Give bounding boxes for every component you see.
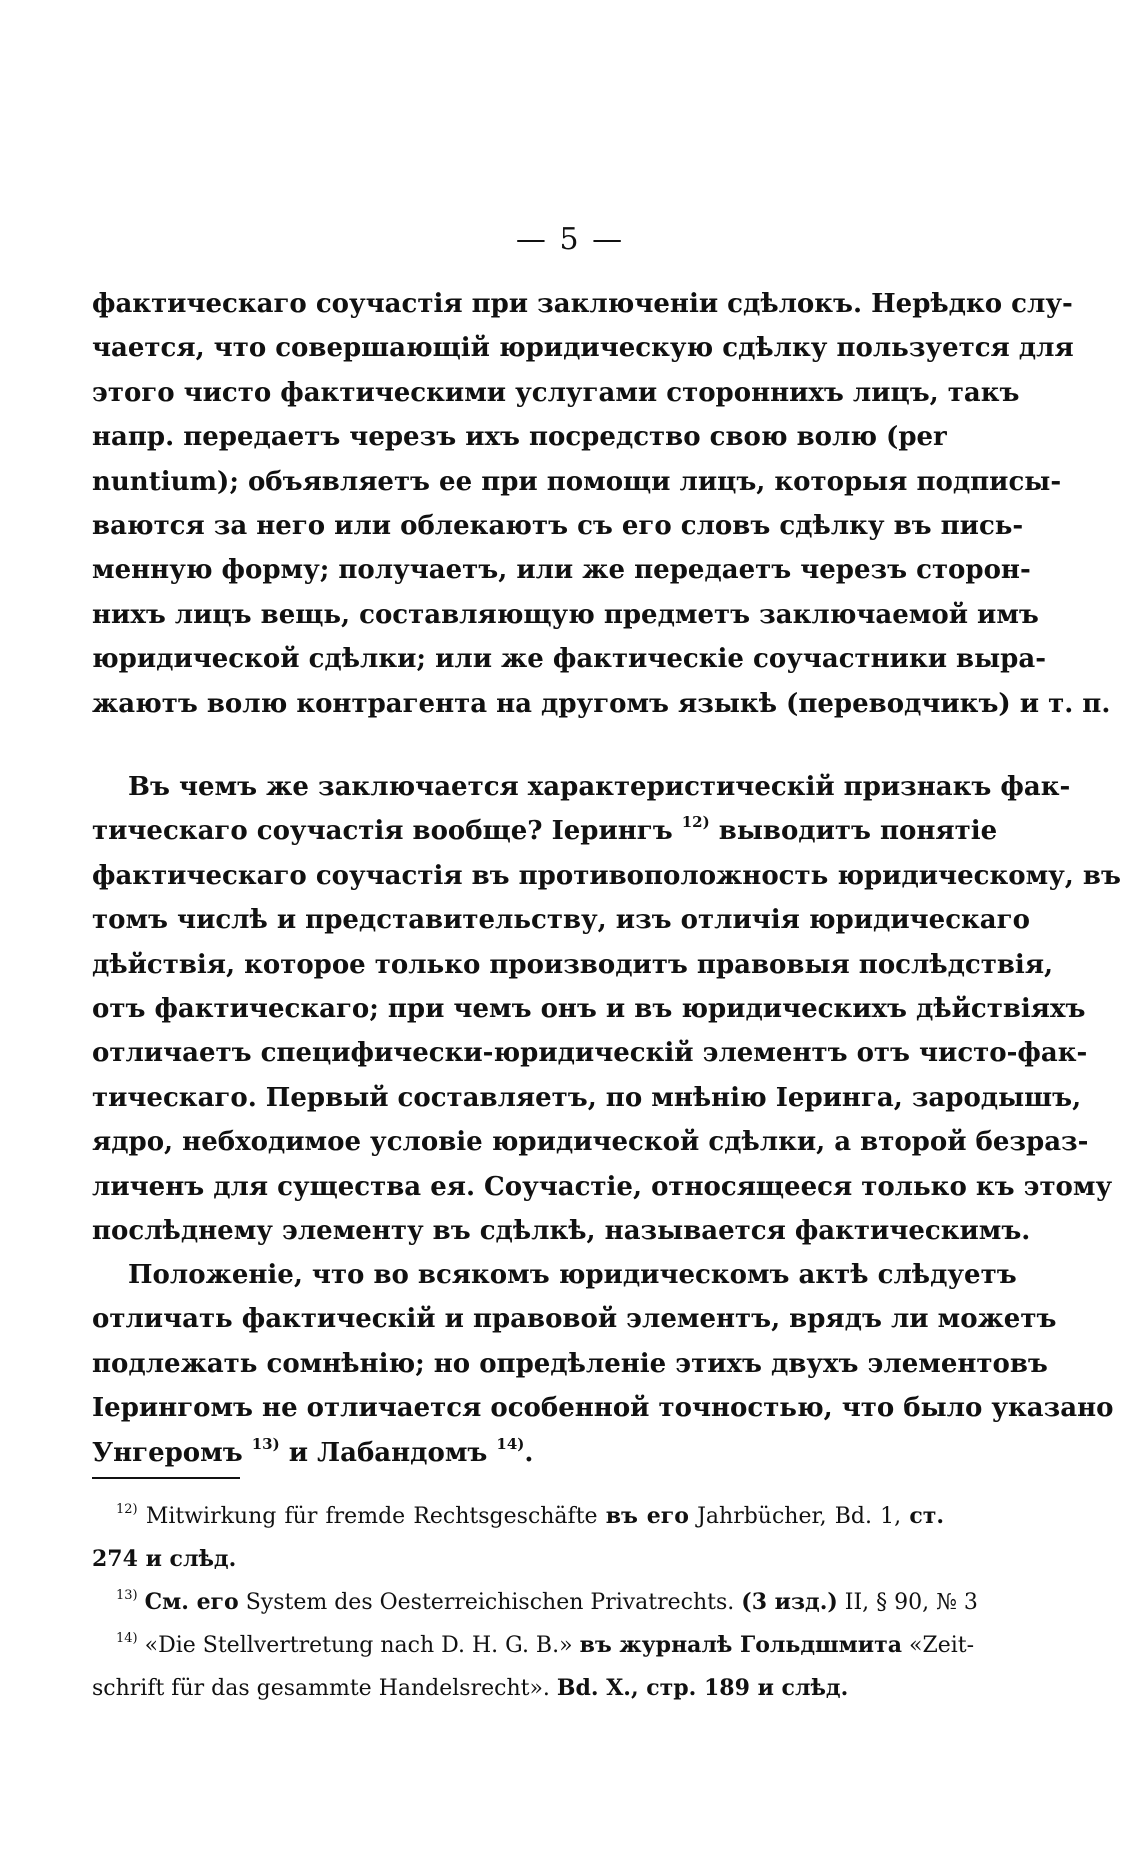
footnote-ref-14[interactable]: 14) bbox=[496, 1434, 525, 1453]
footnote-12-continued bbox=[92, 1538, 944, 1581]
paragraph-line: Въ чемъ же заключается характеристическій признакъ фак- bbox=[128, 772, 1071, 802]
footnote-text: «Die Stellvertretung nach D. H. G. B.» bbox=[144, 1633, 573, 1658]
footnote-ref-12[interactable]: 12) bbox=[681, 813, 710, 832]
paragraph-text: и Лабандомъ bbox=[288, 1437, 488, 1468]
paragraph-text: выводитъ понятіе bbox=[718, 816, 998, 847]
paragraph-line-with-footnote-refs bbox=[92, 1431, 944, 1475]
paragraph-line: Положеніе, что во всякомъ юридическомъ актѣ слѣдуетъ bbox=[128, 1260, 1017, 1290]
paragraph-line: этого чисто фактическими услугами стороннихъ лицъ, такъ bbox=[92, 377, 1020, 408]
paragraph-line: напр. передаетъ черезъ ихъ посредство свою волю (per bbox=[92, 422, 947, 453]
paragraph-text: Унгеромъ bbox=[92, 1437, 243, 1468]
footnote-text: schrift für das gesammte Handelsrecht». bbox=[92, 1676, 550, 1701]
footnote-text: II, § 90, № 3 bbox=[844, 1590, 978, 1615]
paragraph-line: отличать фактическій и правовой элементъ, врядъ ли можетъ bbox=[92, 1304, 1057, 1335]
footnote-mark: 13) bbox=[116, 1588, 138, 1603]
footnote-14 bbox=[92, 1624, 975, 1667]
page-number: — 5 — bbox=[515, 222, 625, 257]
paragraph-line: фактическаго соучастія въ противоположность юридическому, въ bbox=[92, 860, 1121, 891]
footnote-13 bbox=[92, 1581, 978, 1624]
paragraph-line: отличаетъ специфически-юридическій элементъ отъ чисто-фак- bbox=[92, 1038, 1088, 1069]
footnote-ref-13[interactable]: 13) bbox=[251, 1434, 280, 1453]
footnote-mark: 14) bbox=[116, 1631, 138, 1646]
footnote-text: въ его bbox=[605, 1503, 689, 1529]
paragraph-line: менную форму; получаетъ, или же передаетъ черезъ сторон- bbox=[92, 555, 1031, 586]
paragraph-text: . bbox=[524, 1437, 534, 1468]
paragraph-line: ядро, небходимое условіе юридической сдѣлки, а второй безраз- bbox=[92, 1127, 1089, 1158]
paragraph-line: ваются за него или облекаютъ съ его словъ сдѣлку въ пись- bbox=[92, 510, 1024, 541]
paragraph-line: тическаго. Первый составляетъ, по мнѣнію Іеринга, зародышъ, bbox=[92, 1082, 1082, 1113]
footnote-12 bbox=[92, 1495, 944, 1538]
paragraph-line: Іерингомъ не отличается особенной точностью, что было указано bbox=[92, 1393, 1114, 1424]
footnote-text: «Zeit- bbox=[909, 1633, 975, 1658]
footnote-14-continued bbox=[92, 1667, 944, 1710]
footnote-text: ст. bbox=[909, 1503, 945, 1529]
footnote-text: System des Oesterreichischen Privatrechts. bbox=[245, 1590, 735, 1615]
paragraph-3 bbox=[92, 1253, 1114, 1475]
footnote-text: Bd. X., стр. 189 и слѣд. bbox=[556, 1675, 849, 1701]
footnote-text: въ журналѣ Гольдшмита bbox=[579, 1632, 902, 1658]
paragraph-line: юридической сдѣлки; или же фактическіе соучастники выра- bbox=[92, 644, 1047, 675]
footnote-mark: 12) bbox=[116, 1502, 138, 1517]
footnote-text: 274 и слѣд. bbox=[92, 1546, 237, 1572]
footnote-text: Mitwirkung für fremde Rechtsgeschäfte bbox=[145, 1504, 598, 1529]
footnote-text: Jahrbücher, Bd. 1, bbox=[697, 1504, 902, 1529]
paragraph-line: отъ фактическаго; при чемъ онъ и въ юридическихъ дѣйствіяхъ bbox=[92, 993, 1086, 1024]
paragraph-line-with-footnote-ref bbox=[92, 809, 998, 853]
paragraph-line: жаютъ волю контрагента на другомъ языкѣ (переводчикъ) и т. п. bbox=[92, 688, 1111, 719]
footnote-divider bbox=[92, 1477, 240, 1479]
paragraph-line: чается, что совершающій юридическую сдѣлку пользуется для bbox=[92, 333, 1074, 364]
paragraph-line: дѣйствія, которое только производитъ правовыя послѣдствія, bbox=[92, 949, 1054, 980]
footnote-text: (3 изд.) bbox=[741, 1589, 838, 1615]
paragraph-text: тическаго соучастія вообще? Іерингъ bbox=[92, 816, 673, 847]
paragraph-line: nuntium); объявляетъ ее при помощи лицъ, которыя подписы- bbox=[92, 466, 1062, 497]
paragraph-line: послѣднему элементу въ сдѣлкѣ, называется фактическимъ. bbox=[92, 1215, 1031, 1246]
paragraph-line: нихъ лицъ вещь, составляющую предметъ заключаемой имъ bbox=[92, 599, 1039, 630]
paragraph-line: томъ числѣ и представительству, изъ отличія юридическаго bbox=[92, 905, 1030, 936]
paragraph-line: подлежать сомнѣнію; но опредѣленіе этихъ двухъ элементовъ bbox=[92, 1348, 1048, 1379]
paragraph-2 bbox=[92, 765, 1121, 1253]
paragraph-line: фактическаго соучастія при заключеніи сдѣлокъ. Нерѣдко слу- bbox=[92, 289, 1073, 319]
paragraph-1 bbox=[92, 282, 1111, 726]
paragraph-line: личенъ для существа ея. Соучастіе, относящееся только къ этому bbox=[92, 1171, 1113, 1202]
footnotes bbox=[92, 1495, 978, 1710]
footnote-text: См. его bbox=[144, 1589, 239, 1615]
